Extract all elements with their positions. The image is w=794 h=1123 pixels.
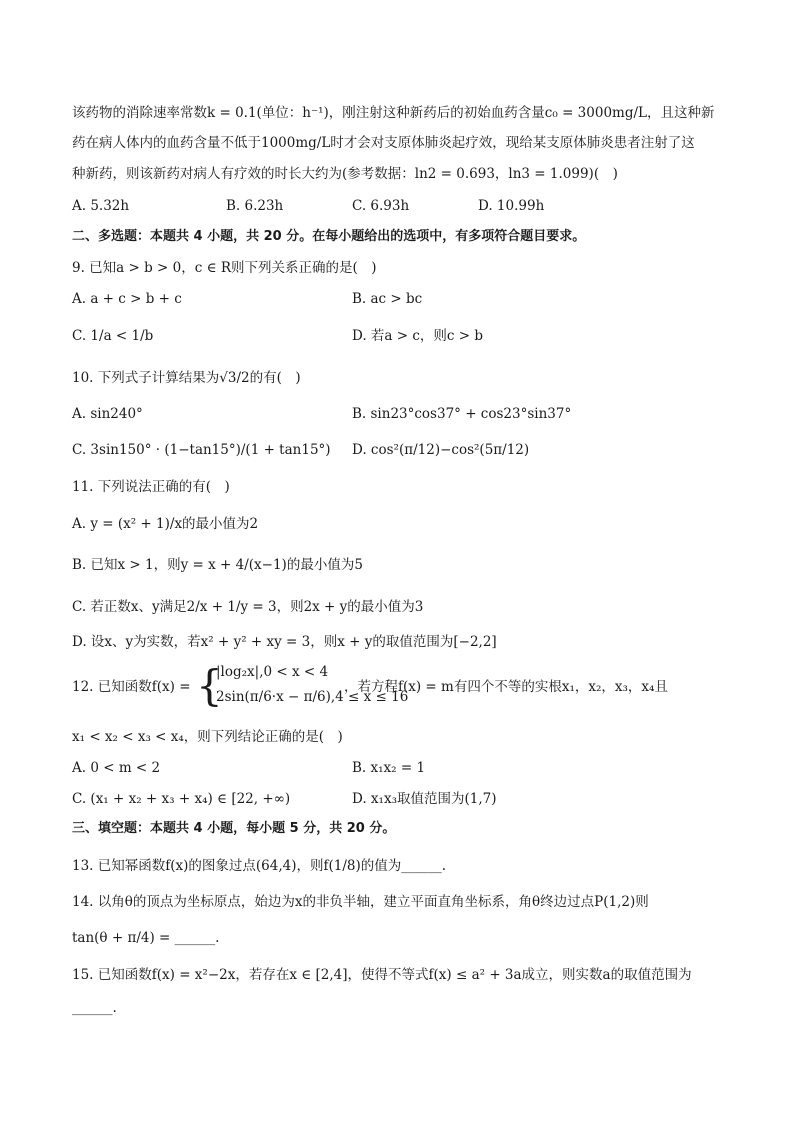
q12-stem-prefix: 12. 已知函数f(x) = (72, 679, 191, 695)
q11-option-a: A. y = (x² + 1)/x的最小值为2 (72, 516, 259, 532)
q13-text: 13. 已知幂函数f(x)的图象过点(64,4)，则f(1/8)的值为______. (72, 858, 447, 874)
q11-stem: 11. 下列说法正确的有( ) (72, 479, 230, 495)
section-heading-fill-in: 三、填空题：本题共 4 小题，每小题 5 分，共 20 分。 (72, 821, 396, 836)
q15-text-line-2: ______. (72, 1000, 117, 1016)
q8-option-d: D. 10.99h (478, 198, 545, 214)
q11-option-d: D. 设x、y为实数，若x² + y² + xy = 3，则x + y的取值范围为[−2,2] (72, 634, 497, 650)
q10-option-d: D. cos²(π/12)−cos²(5π/12) (352, 442, 530, 458)
q12-stem-line-2: x₁ < x₂ < x₃ < x₄，则下列结论正确的是( ) (72, 729, 343, 745)
q8-option-b: B. 6.23h (226, 198, 284, 214)
q9-option-c: C. 1/a < 1/b (72, 328, 154, 344)
q14-text-line-1: 14. 以角θ的顶点为坐标原点，始边为x的非负半轴，建立平面直角坐标系，角θ终边过点P(1,2)则 (72, 894, 649, 910)
section-heading-multiple-choice: 二、多选题：本题共 4 小题，共 20 分。在每小题给出的选项中，有多项符合题目要求。 (72, 229, 586, 244)
q12-case-1: |log₂x|,0 < x < 4 (216, 664, 329, 680)
q10-stem: 10. 下列式子计算结果为√3/2的有( ) (72, 370, 301, 386)
q10-option-b: B. sin23°cos37° + cos23°sin37° (352, 406, 572, 422)
q12-case-2: 2sin(π/6·x − π/6),4 ≤ x ≤ 16 (216, 689, 409, 705)
q10-option-c: C. 3sin150° · (1−tan15°)/(1 + tan15°) (72, 442, 331, 458)
q9-option-d: D. 若a > c，则c > b (352, 328, 484, 344)
q12-option-d: D. x₁x₃取值范围为(1,7) (352, 791, 497, 807)
q8-text-line-1: 该药物的消除速率常数k = 0.1(单位：h⁻¹)，刚注射这种新药后的初始血药含量c₀ = 3000mg/L，且这种新 (72, 105, 715, 121)
q9-stem: 9. 已知a > b > 0，c ∈ R则下列关系正确的是( ) (72, 260, 377, 276)
q8-option-a: A. 5.32h (72, 198, 130, 214)
q11-option-c: C. 若正数x、y满足2/x + 1/y = 3，则2x + y的最小值为3 (72, 599, 424, 615)
q15-text-line-1: 15. 已知函数f(x) = x²−2x，若存在x ∈ [2,4]，使得不等式f(x) ≤ a² + 3a成立，则实数a的取值范围为 (72, 967, 692, 983)
q8-option-c: C. 6.93h (352, 198, 410, 214)
q12-stem-suffix: ，若方程f(x) = m有四个不等的实根x₁，x₂，x₃，x₄且 (344, 679, 668, 695)
q14-text-line-2: tan(θ + π/4) = ______. (72, 930, 220, 946)
q9-option-b: B. ac > bc (352, 291, 423, 307)
q8-text-line-2: 药在病人体内的血药含量不低于1000mg/L时才会对支原体肺炎起疗效，现给某支原体肺炎患者注射了这 (72, 135, 695, 151)
q10-option-a: A. sin240° (72, 406, 143, 422)
piecewise-brace: { (196, 661, 223, 710)
q12-option-c: C. (x₁ + x₂ + x₃ + x₄) ∈ [22, +∞) (72, 791, 291, 807)
q8-text-line-3: 种新药，则该新药对病人有疗效的时长大约为(参考数据：ln2 = 0.693，ln3 = 1.099)( ) (72, 166, 618, 182)
q12-option-a: A. 0 < m < 2 (72, 760, 161, 776)
q12-option-b: B. x₁x₂ = 1 (352, 760, 426, 776)
q9-option-a: A. a + c > b + c (72, 291, 182, 307)
q11-option-b: B. 已知x > 1，则y = x + 4/(x−1)的最小值为5 (72, 557, 363, 573)
